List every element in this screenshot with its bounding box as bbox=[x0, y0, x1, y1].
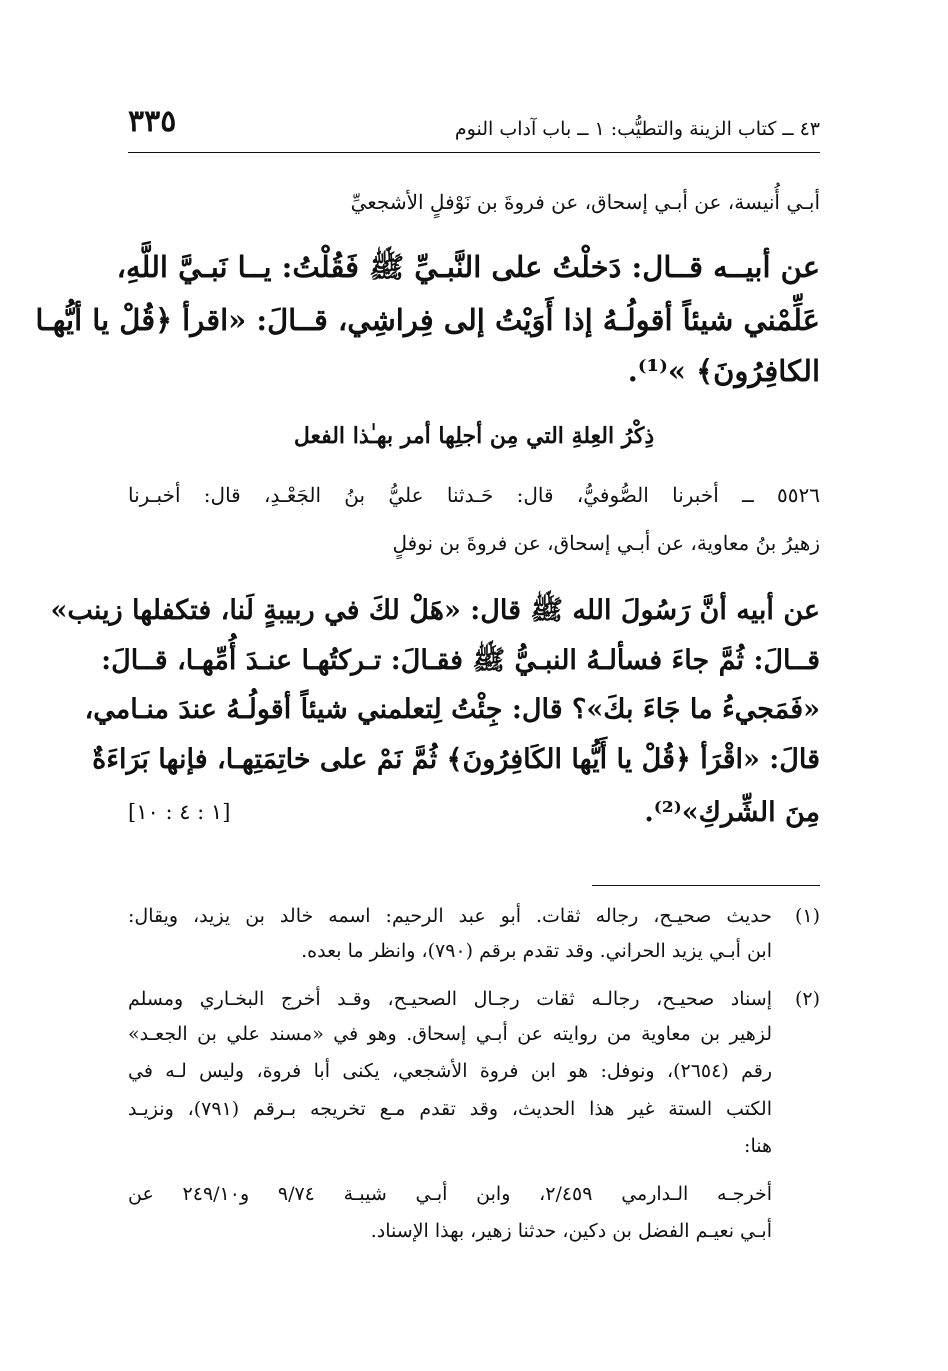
cross-reference: [١ : ٤ : ١٠] bbox=[128, 800, 231, 824]
footnote-line: إسناد صحيـح، رجالـه ثقات رجـال الصحيـح، وقـد أخرج البخـاري ومسلم bbox=[128, 988, 772, 1010]
footnote-line: حديث صحيـح، رجاله ثقات. أبو عبد الرحيم: اسمه خالد بن يزيد، ويقال: bbox=[128, 905, 772, 927]
footnote-line: لزهير بن معاوية من روايته عن أبـي إسحاق. وهو في «مسند علي بن الجعـد» bbox=[128, 1023, 772, 1045]
footnote-extra-line: أخرجـه الـدارمي ٢/٤٥٩، وابن أبـي شيبـة ٩/٧٤ و٢٤٩/١٠ عن bbox=[128, 1183, 773, 1205]
page-number: ٣٣٥ bbox=[128, 104, 177, 139]
footnote-number: (٢) bbox=[794, 988, 820, 1010]
hadith-1-line: عَلِّمْني شيئاً أقولُـهُ إذا أَوَيْتُ إلى فِراشِي، قــالَ: «اقرأ ﴿قُلْ يا أيُّهـا bbox=[35, 303, 820, 337]
footnote-line: الكتب الستة غير هذا الحديث، وقد تقدم مـع تخريجه بـرقم (٧٩١)، ونزيـد bbox=[128, 1098, 772, 1120]
hadith-2-matn-line: «فَمَجيءُ ما جَاءَ بكَ»؟ قال: جِئْتُ لِتعلمني شيئاً أقولُـهُ عندَ منـامي، bbox=[84, 694, 820, 725]
isnad-continuation: أبـي أُنيسة، عن أبـي إسحاق، عن فروةَ بن نَوْفلٍ الأشجعيِّ bbox=[350, 190, 820, 214]
hadith-2-matn-line: قــالَ: ثُمَّ جاءَ فسألـهُ النبـيُّ ﷺ فقـالَ: تـركتُهـا عنـدَ أُمِّهـا، قــالَ: bbox=[101, 645, 820, 676]
page-header bbox=[128, 100, 820, 150]
header-divider bbox=[128, 152, 820, 153]
hadith-1-line: عن أبيــه قــال: دَخلْتُ على النَّبـيِّ ﷺ فَقُلْتُ: يــا نَبـيَّ اللَّهِ، bbox=[116, 250, 820, 284]
hadith-2-matn-line: مِنَ الشِّركِ»⁽²⁾. bbox=[644, 797, 820, 828]
footnote-line: ابن أبـي يزيد الحراني. وقد تقدم برقم (٧٩٠)، وانظر ما بعده. bbox=[301, 940, 772, 962]
footnote-line: رقم (٢٦٥٤)، ونوفل: هو ابن فروة الأشجعي، يكنى أبا فروة، وليس لـه في bbox=[128, 1060, 772, 1082]
footnote-number: (١) bbox=[794, 905, 820, 927]
hadith-1-line: الكافِرُونَ﴾ »⁽¹⁾. bbox=[627, 354, 820, 388]
hadith-2-matn-line: قالَ: «اقْرَأ ﴿قُلْ يا أَيُّها الكَافِرُونَ﴾ ثُمَّ نَمْ على خاتِمَتِهـا، فإنها بَرَاءَةٌ bbox=[92, 744, 820, 775]
footnote-extra-line: أبـي نعيـم الفضل بن دكين، حدثنا زهير، بهذا الإسناد. bbox=[370, 1220, 772, 1242]
hadith-2-matn-line: عن أبيه أنَّ رَسُولَ الله ﷺ قال: «هَلْ لكَ في ربيبةٍ لَنا، فتكفلها زينب» bbox=[50, 595, 820, 626]
footnote-line: هنا: bbox=[744, 1135, 772, 1157]
hadith-2-isnad-line: زهيرُ بنُ معاوية، عن أبـي إسحاق، عن فروةَ بن نوفلٍ bbox=[392, 531, 820, 555]
footnote-divider bbox=[592, 885, 820, 886]
running-head: ٤٣ ــ كتاب الزينة والتطيُّب: ١ ــ باب آداب النوم bbox=[454, 118, 820, 140]
hadith-2-isnad-line: ٥٥٢٦ ــ أخبرنا الصُّوفيُّ، قال: حَـدثنا عليُّ بنُ الجَعْـدِ، قال: أخبـرنا bbox=[128, 483, 821, 507]
section-heading: ذِكْرُ العِلةِ التي مِن أجلِها أمر بهـٰذا الفعل bbox=[293, 423, 655, 449]
